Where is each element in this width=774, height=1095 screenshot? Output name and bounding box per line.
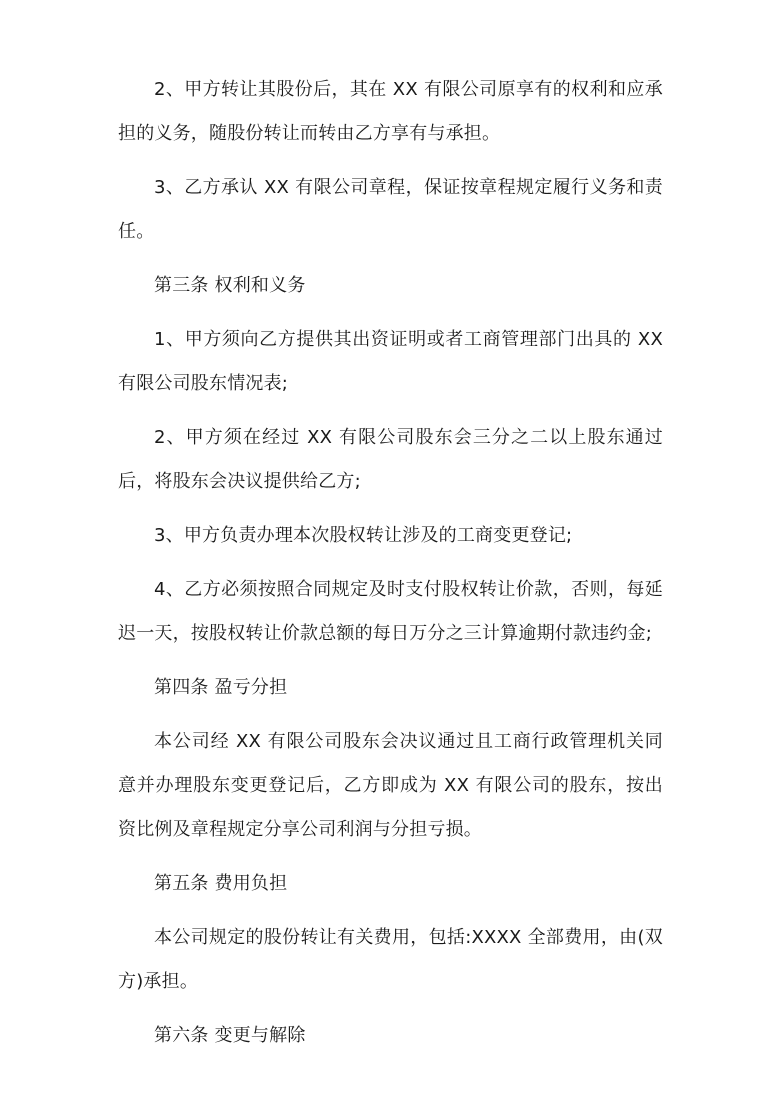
heading-article-6: 第六条 变更与解除 bbox=[154, 1025, 306, 1046]
paragraph-payment-penalty: 4、乙方必须按照合同规定及时支付股权转让价款，否则，每延迟一天，按股权转让价款总额的每日万分之三计算逾期付款违约金; bbox=[118, 579, 663, 644]
paragraph-profit-loss: 本公司经 XX 有限公司股东会决议通过且工商行政管理机关同意并办理股东变更登记后，乙方即成为 XX 有限公司的股东，按出资比例及章程规定分享公司利润与分担亏损。 bbox=[118, 731, 663, 840]
paragraph-accept-charter: 3、乙方承认 XX 有限公司章程，保证按章程规定履行义务和责任。 bbox=[118, 177, 663, 242]
paragraph-transfer-rights: 2、甲方转让其股份后，其在 XX 有限公司原享有的权利和应承担的义务，随股份转让而转由乙方享有与承担。 bbox=[118, 79, 663, 144]
paragraph-provide-certificate: 1、甲方须向乙方提供其出资证明或者工商管理部门出具的 XX 有限公司股东情况表; bbox=[118, 329, 663, 394]
paragraph-shareholder-resolution: 2、甲方须在经过 XX 有限公司股东会三分之二以上股东通过后，将股东会决议提供给乙方; bbox=[118, 427, 663, 492]
heading-article-4: 第四条 盈亏分担 bbox=[154, 677, 288, 698]
document-body bbox=[118, 68, 663, 1068]
heading-article-3: 第三条 权利和义务 bbox=[154, 275, 306, 296]
paragraph-fees: 本公司规定的股份转让有关费用，包括:XXXX 全部费用，由(双方)承担。 bbox=[118, 927, 663, 992]
heading-article-5: 第五条 费用负担 bbox=[154, 873, 288, 894]
paragraph-registration: 3、甲方负责办理本次股权转让涉及的工商变更登记; bbox=[154, 525, 573, 546]
